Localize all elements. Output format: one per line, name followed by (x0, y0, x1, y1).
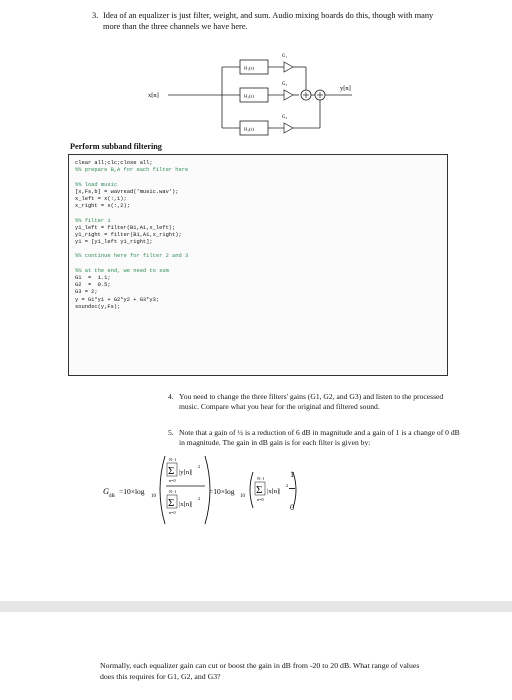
code-line (75, 246, 447, 253)
equalizer-block-diagram (140, 40, 370, 145)
sum-bottom-den: n=0 (169, 510, 176, 515)
gain-label-2: G₂ (282, 82, 288, 87)
code-line: %% filter 1 (75, 217, 111, 224)
code-line (75, 261, 447, 268)
x-term: |x[n]| (179, 501, 193, 508)
sum-top-den: N−1 (169, 489, 177, 494)
left-paren-2 (250, 472, 253, 508)
code-line: %% load music (75, 181, 118, 188)
formula-eq1: =10×log (119, 487, 145, 496)
sum-bottom-num: n=0 (169, 478, 176, 483)
sigma-rhs: Σ (256, 484, 263, 496)
code-line: clear all;clc;close all; (75, 160, 153, 166)
x-power: 2 (198, 496, 201, 501)
gain-label-3: G₃ (282, 115, 288, 120)
gain-triangle-2 (284, 90, 293, 100)
filter-label-1: H₁(z) (244, 65, 255, 71)
input-label: x[n] (148, 92, 159, 99)
gain-label-1: G₁ (282, 54, 288, 59)
page-separator (0, 601, 512, 612)
question-text: Idea of an equalizer is just filter, weight, and sum. Audio mixing boards do this, though with many more than the three channels we have here. (103, 11, 434, 31)
left-paren-1 (160, 456, 165, 524)
code-line: y1_right = filter(B1,A1,x_right); (75, 231, 182, 238)
code-line: x_left = x(:,1); (75, 195, 127, 202)
code-line: soundsc(y,Fs); (75, 303, 121, 310)
gain-triangle-1 (284, 62, 293, 72)
sigma-num: Σ (168, 465, 175, 477)
formula-lhs-sub: dB (109, 494, 115, 499)
code-line: x_right = x(:,2); (75, 203, 130, 210)
question-number: 3. (92, 11, 99, 20)
code-line: y1_left = filter(B1,A1,x_left); (75, 224, 176, 231)
code-line: y = G1*y1 + G2*y2 + G3*y3; (75, 296, 160, 303)
question-number: 5. (168, 428, 174, 437)
code-line: G2 = 0.5; (75, 282, 111, 289)
side-fraction-denominator: 0 (290, 503, 295, 512)
sum-top-rhs: N−1 (257, 476, 265, 481)
range-question: Normally, each equalizer gain can cut or boost the gain in dB from -20 to 20 dB. What range of values does this requires for G1, G2, and G3? (100, 661, 420, 681)
y-power: 2 (198, 464, 201, 469)
filter-label-3: H₃(z) (244, 126, 255, 132)
code-line: %% continue here for filter 2 and 3 (75, 253, 189, 260)
question-text: Note that a gain of ½ is a reduction of 6 dB in magnitude and a gain of 1 is a change of 0 dB in magnitude. The gain in dB gain is for each filter is given by: (179, 428, 460, 447)
gain-db-formula (95, 450, 355, 530)
code-line: y1 = [y1_left y1_right]; (75, 239, 153, 246)
sum-top-num: N−1 (169, 457, 177, 462)
x-power-rhs: 2 (286, 483, 289, 488)
code-line: %% at the end, we need to sum (75, 267, 169, 274)
code-line (75, 210, 447, 217)
formula-log-base-1: 10 (151, 494, 156, 499)
filter-label-2: H₂(z) (244, 93, 255, 99)
output-label: y[n] (340, 85, 351, 92)
formula-eq2: =10×log (209, 487, 235, 496)
question-text: You need to change the three filters' gains (G1, G2, and G3) and listen to the processed music. Compare what you hear for the original and filtered sound. (179, 392, 444, 411)
formula-log-base-2: 10 (240, 494, 245, 499)
code-line: [x,Fs,b] = wavread('music.wav'); (75, 188, 179, 195)
sum-bottom-rhs: n=0 (257, 497, 264, 502)
y-term: |y[n]| (179, 469, 193, 476)
question-number: 4. (168, 392, 174, 401)
side-fraction-bar (289, 488, 295, 489)
code-line (75, 174, 447, 181)
matlab-code-box (68, 154, 448, 376)
sigma-den: Σ (168, 497, 175, 509)
code-line: G1 = 1.1; (75, 275, 111, 281)
gain-triangle-3 (284, 123, 293, 133)
formula-lhs: G (103, 486, 110, 496)
side-fraction-numerator: 1 (290, 470, 295, 479)
x-term-rhs: |x[n]| (267, 488, 281, 495)
section-title: Perform subband filtering (70, 142, 162, 151)
code-line: G3 = 2; (75, 289, 98, 296)
worksheet-page-2 (0, 612, 512, 700)
code-line: %% prepare B,A for each filter here (75, 167, 189, 174)
